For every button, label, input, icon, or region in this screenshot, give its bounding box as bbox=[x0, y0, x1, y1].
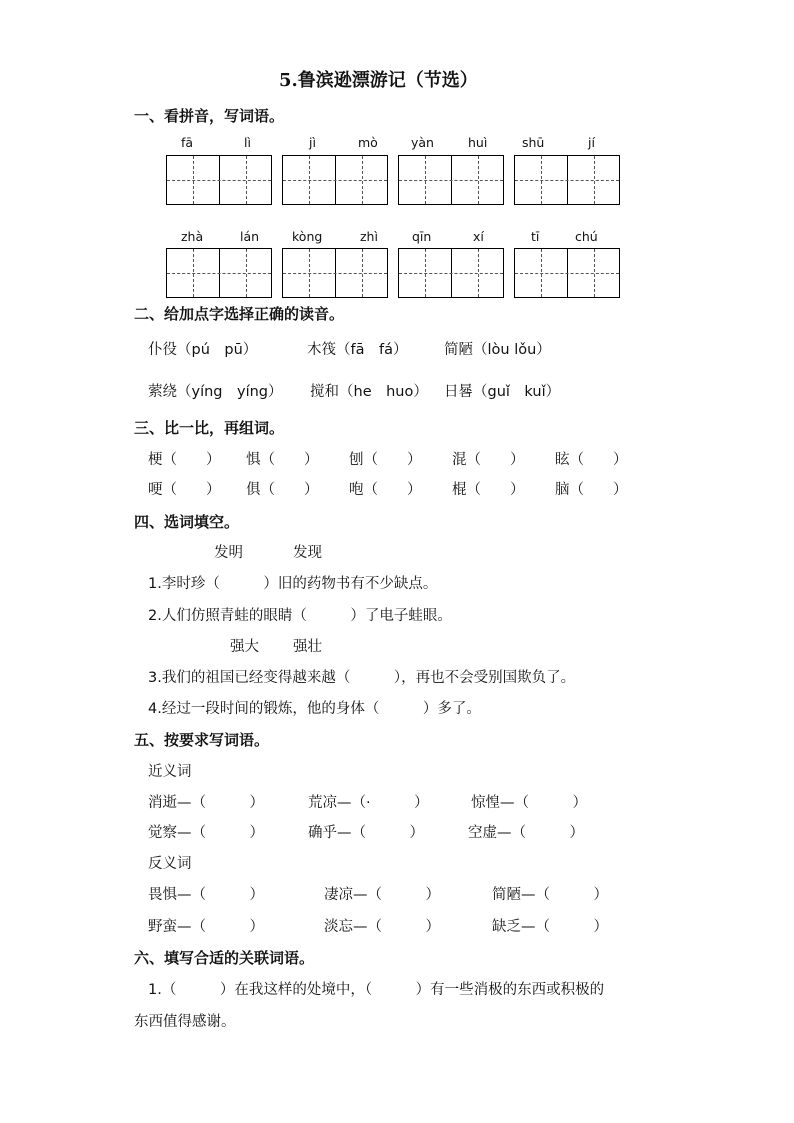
page-title: 5.鲁滨逊漂游记（节选） bbox=[279, 70, 478, 91]
pinyin-label: kòng bbox=[292, 229, 323, 244]
section-1-heading: 一、看拼音，写词语。 bbox=[134, 107, 285, 125]
synonym-label: 近义词 bbox=[148, 764, 192, 780]
section-4-heading: 四、选词填空。 bbox=[134, 513, 240, 531]
word-item[interactable]: 畏惧—（ ） bbox=[148, 887, 264, 903]
word-option: 发明 bbox=[214, 545, 243, 561]
writing-grid[interactable] bbox=[166, 155, 272, 205]
compare-item[interactable]: 惧（ ） bbox=[246, 452, 319, 468]
compare-item[interactable]: 俱（ ） bbox=[246, 482, 319, 498]
writing-grid[interactable] bbox=[398, 155, 504, 205]
word-item[interactable]: 缺乏—（ ） bbox=[492, 919, 608, 935]
compare-item[interactable]: 眩（ ） bbox=[555, 452, 628, 468]
pinyin-label: fā bbox=[181, 135, 194, 150]
pinyin-label: lì bbox=[244, 135, 251, 150]
word-item[interactable]: 荒凉—（· ） bbox=[308, 795, 429, 811]
fill-question[interactable]: 3.我们的祖国已经变得越来越（ ），再也不会受别国欺负了。 bbox=[148, 670, 576, 686]
section-5-heading: 五、按要求写词语。 bbox=[134, 731, 270, 749]
writing-grid[interactable] bbox=[514, 155, 620, 205]
pinyin-label: zhà bbox=[181, 229, 204, 244]
reading-choice[interactable]: 日晷（guǐ kuǐ） bbox=[444, 384, 561, 400]
fill-question-continued: 东西值得感谢。 bbox=[134, 1014, 236, 1030]
word-option: 强大 bbox=[230, 639, 259, 655]
word-item[interactable]: 淡忘—（ ） bbox=[324, 919, 440, 935]
section-2-heading: 二、给加点字选择正确的读音。 bbox=[134, 305, 345, 323]
word-item[interactable]: 野蛮—（ ） bbox=[148, 919, 264, 935]
pinyin-label: jì bbox=[309, 135, 316, 150]
fill-question[interactable]: 1.李时珍（ ）旧的药物书有不少缺点。 bbox=[148, 576, 438, 592]
writing-grid[interactable] bbox=[398, 248, 504, 298]
compare-item[interactable]: 刨（ ） bbox=[349, 452, 422, 468]
section-6-heading: 六、填写合适的关联词语。 bbox=[134, 949, 315, 967]
word-option: 发现 bbox=[293, 545, 322, 561]
pinyin-label: huì bbox=[468, 135, 488, 150]
word-item[interactable]: 简陋—（ ） bbox=[492, 887, 608, 903]
section-3-heading: 三、比一比，再组词。 bbox=[134, 419, 285, 437]
reading-choice[interactable]: 搅和（he huo） bbox=[310, 384, 428, 400]
compare-item[interactable]: 棍（ ） bbox=[452, 482, 525, 498]
pinyin-label: lán bbox=[240, 229, 260, 244]
reading-choice[interactable]: 萦绕（yíng yíng） bbox=[148, 384, 283, 400]
pinyin-label: zhì bbox=[360, 229, 378, 244]
writing-grid[interactable] bbox=[166, 248, 272, 298]
fill-question[interactable]: 2.人们仿照青蛙的眼睛（ ）了电子蛙眼。 bbox=[148, 608, 452, 624]
pinyin-label: xí bbox=[473, 229, 484, 244]
word-item[interactable]: 确乎—（ ） bbox=[308, 825, 424, 841]
reading-choice[interactable]: 简陋（lòu lǒu） bbox=[444, 342, 551, 358]
fill-question[interactable]: 4.经过一段时间的锻炼，他的身体（ ）多了。 bbox=[148, 701, 481, 717]
word-item[interactable]: 消逝—（ ） bbox=[148, 795, 264, 811]
word-item[interactable]: 空虚—（ ） bbox=[468, 825, 584, 841]
word-item[interactable]: 凄凉—（ ） bbox=[324, 887, 440, 903]
compare-item[interactable]: 脑（ ） bbox=[555, 482, 628, 498]
compare-item[interactable]: 哽（ ） bbox=[148, 482, 221, 498]
writing-grid[interactable] bbox=[282, 155, 388, 205]
reading-choice[interactable]: 木筏（fā fá） bbox=[307, 342, 408, 358]
pinyin-label: yàn bbox=[411, 135, 434, 150]
pinyin-label: jí bbox=[588, 135, 595, 150]
compare-item[interactable]: 咆（ ） bbox=[349, 482, 422, 498]
fill-question[interactable]: 1.（ ）在我这样的处境中，（ ）有一些消极的东西或积极的 bbox=[148, 982, 605, 998]
word-item[interactable]: 觉察—（ ） bbox=[148, 825, 264, 841]
word-item[interactable]: 惊惶—（ ） bbox=[471, 795, 587, 811]
pinyin-label: chú bbox=[575, 229, 598, 244]
reading-choice[interactable]: 仆役（pú pū） bbox=[148, 342, 258, 358]
pinyin-label: mò bbox=[358, 135, 378, 150]
pinyin-label: shū bbox=[522, 135, 545, 150]
antonym-label: 反义词 bbox=[148, 856, 192, 872]
pinyin-label: tī bbox=[531, 229, 540, 244]
writing-grid[interactable] bbox=[514, 248, 620, 298]
word-option: 强壮 bbox=[293, 639, 322, 655]
compare-item[interactable]: 梗（ ） bbox=[148, 452, 221, 468]
writing-grid[interactable] bbox=[282, 248, 388, 298]
compare-item[interactable]: 混（ ） bbox=[452, 452, 525, 468]
pinyin-label: qīn bbox=[412, 229, 432, 244]
